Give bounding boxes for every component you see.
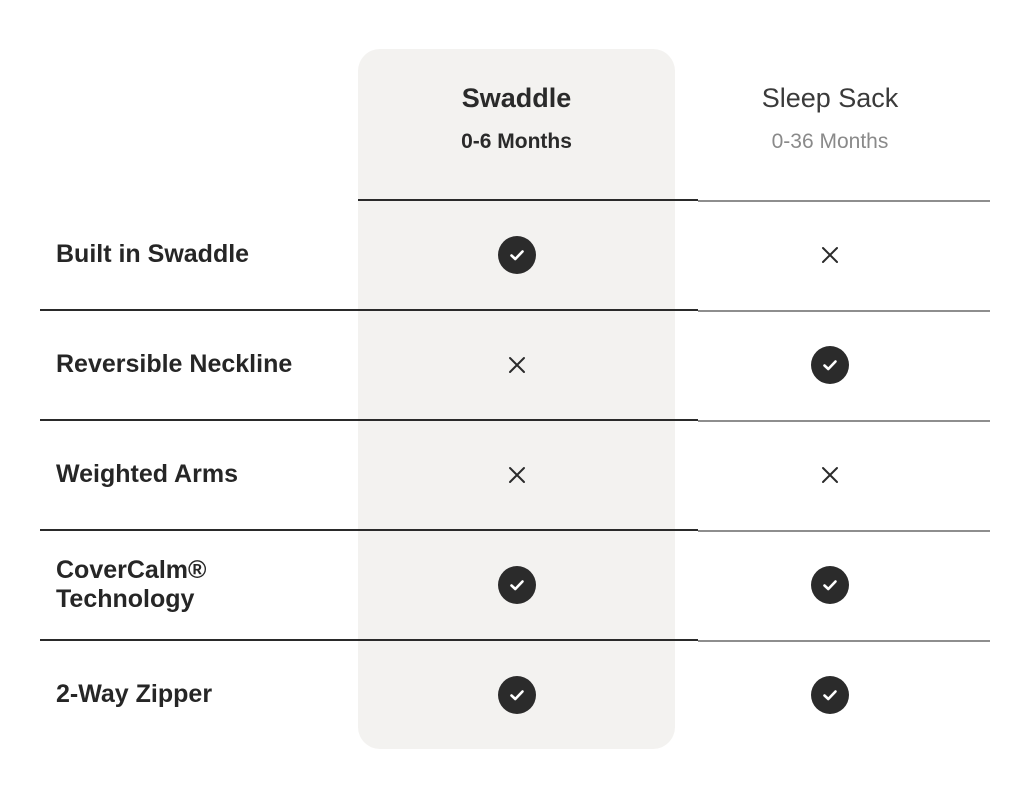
swaddle-cell <box>358 420 675 529</box>
check-circle-icon <box>498 566 536 604</box>
swaddle-cell <box>358 640 675 749</box>
column-header-sleep-sack <box>675 78 985 157</box>
x-icon <box>506 464 528 486</box>
feature-label-text: CoverCalm® Technology <box>56 555 207 613</box>
feature-label <box>56 530 346 639</box>
check-circle-icon <box>811 566 849 604</box>
check-circle-icon <box>811 346 849 384</box>
check-circle-icon <box>498 676 536 714</box>
table-row <box>40 200 990 309</box>
column-subtitle-swaddle: 0-6 Months <box>461 130 572 153</box>
column-title-sleep-sack: Sleep Sack <box>761 83 899 113</box>
table-row <box>40 640 990 749</box>
sleep-sack-cell <box>675 640 985 749</box>
sleep-sack-cell <box>675 200 985 309</box>
x-icon <box>819 244 841 266</box>
feature-label-text: Built in Swaddle <box>56 240 250 268</box>
feature-label <box>56 640 346 749</box>
sleep-sack-cell <box>675 530 985 639</box>
swaddle-cell <box>358 530 675 639</box>
feature-label-text: 2-Way Zipper <box>56 680 213 708</box>
table-row <box>40 310 990 419</box>
table-row <box>40 530 990 639</box>
feature-label <box>56 310 346 419</box>
check-circle-icon <box>498 236 536 274</box>
check-circle-icon <box>811 676 849 714</box>
feature-label-text: Weighted Arms <box>56 460 238 488</box>
sleep-sack-cell <box>675 310 985 419</box>
feature-label-text: Reversible Neckline <box>56 350 293 378</box>
swaddle-cell <box>358 310 675 419</box>
column-subtitle-sleep-sack: 0-36 Months <box>771 130 889 153</box>
feature-label <box>56 200 346 309</box>
column-title-swaddle: Swaddle <box>461 83 572 113</box>
feature-label <box>56 420 346 529</box>
sleep-sack-cell <box>675 420 985 529</box>
table-row <box>40 420 990 529</box>
x-icon <box>819 464 841 486</box>
x-icon <box>506 354 528 376</box>
swaddle-cell <box>358 200 675 309</box>
column-header-swaddle <box>358 78 675 157</box>
